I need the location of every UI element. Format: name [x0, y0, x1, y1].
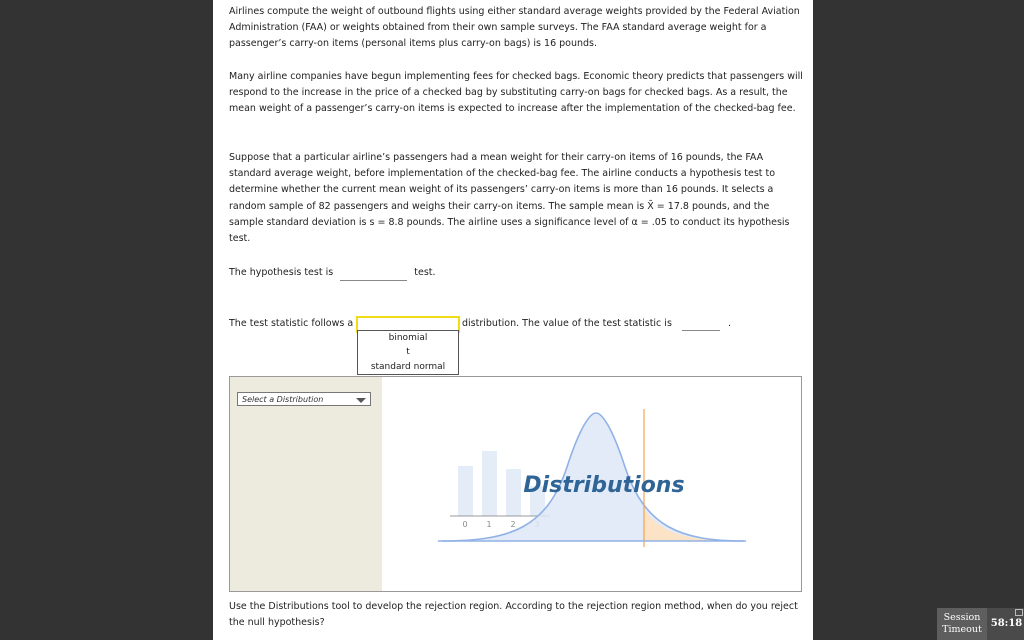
- session-label-line1: Session: [943, 612, 981, 623]
- logo-bar-0: [458, 466, 473, 516]
- test-statistic-value-blank[interactable]: [682, 318, 720, 331]
- tick-0: 0: [462, 520, 468, 529]
- test-statistic-period: .: [728, 318, 732, 329]
- dropdown-option-t[interactable]: t: [406, 347, 410, 358]
- paragraph-intro: Airlines compute the weight of outbound flights using either standard average weights provided by the Federal Aviation Administration (FAA) or weights obtained from their own sample surveys. The FAA standard average weight for a passenger’s carry-on items (personal items plus carry-on bags) is 16 pounds.: [229, 6, 800, 50]
- tick-1: 1: [486, 520, 492, 529]
- paragraph-economics: Many airline companies have begun implementing fees for checked bags. Economic theory predicts that passengers will respond to the increase in the price of a checked bag by substituting carry-on bags for checked bags. As a result, the mean weight of a passenger’s carry-on items is expected to increase after the implementation of the checked-bag fee.: [229, 71, 803, 115]
- distributions-tool: [229, 376, 802, 592]
- dropdown-option-standard-normal[interactable]: standard normal: [370, 361, 446, 372]
- session-label-line2: Timeout: [942, 624, 982, 635]
- question-panel: [213, 0, 813, 640]
- tool-sidebar: [230, 377, 382, 591]
- hypothesis-type-blank[interactable]: [340, 267, 407, 281]
- hypothesis-question: [229, 265, 436, 281]
- tick-2: 2: [510, 520, 516, 529]
- session-timeout-widget[interactable]: [937, 608, 1024, 640]
- distributions-logo-text: Distributions: [523, 473, 685, 498]
- select-distribution-label: Select a Distribution: [242, 395, 324, 404]
- logo-bar-2: [506, 469, 521, 516]
- logo-bar-1: [482, 451, 497, 516]
- rejection-region-question: Use the Distributions tool to develop the rejection region. According to the rejection region method, when do you reject the null hypothesis?: [229, 601, 798, 629]
- session-timeout-label: [937, 608, 987, 640]
- paragraph-scenario: Suppose that a particular airline’s passengers had a mean weight for their carry-on items of 16 pounds, the FAA standard average weight, before implementation of the checked-bag fee. The airline conducts a hypothesis test to determine whether the current mean weight of its passengers’ carry-on items is more than 16 pounds. It selects a random sample of 82 passengers and weighs their carry-on items. The sample mean is X̄ = 17.8 pounds, and the sample standard deviation is s = 8.8 pounds. The airline uses a significance level of α = .05 to conduct its hypothesis test.: [229, 152, 790, 245]
- select-distribution-dropdown[interactable]: [237, 392, 371, 406]
- hypothesis-label: The hypothesis test is: [229, 267, 334, 278]
- distribution-dropdown-list: [357, 330, 459, 375]
- minimize-icon[interactable]: [1015, 609, 1023, 616]
- session-timer: 58:18: [990, 618, 1023, 629]
- chevron-down-icon: [356, 398, 366, 403]
- dropdown-option-binomial[interactable]: binomial: [388, 333, 428, 343]
- test-statistic-label: The test statistic follows a: [229, 318, 354, 329]
- hypothesis-suffix: test.: [414, 267, 436, 278]
- distributions-logo-graphic: [382, 377, 802, 591]
- test-statistic-suffix: distribution. The value of the test statistic is: [462, 318, 672, 329]
